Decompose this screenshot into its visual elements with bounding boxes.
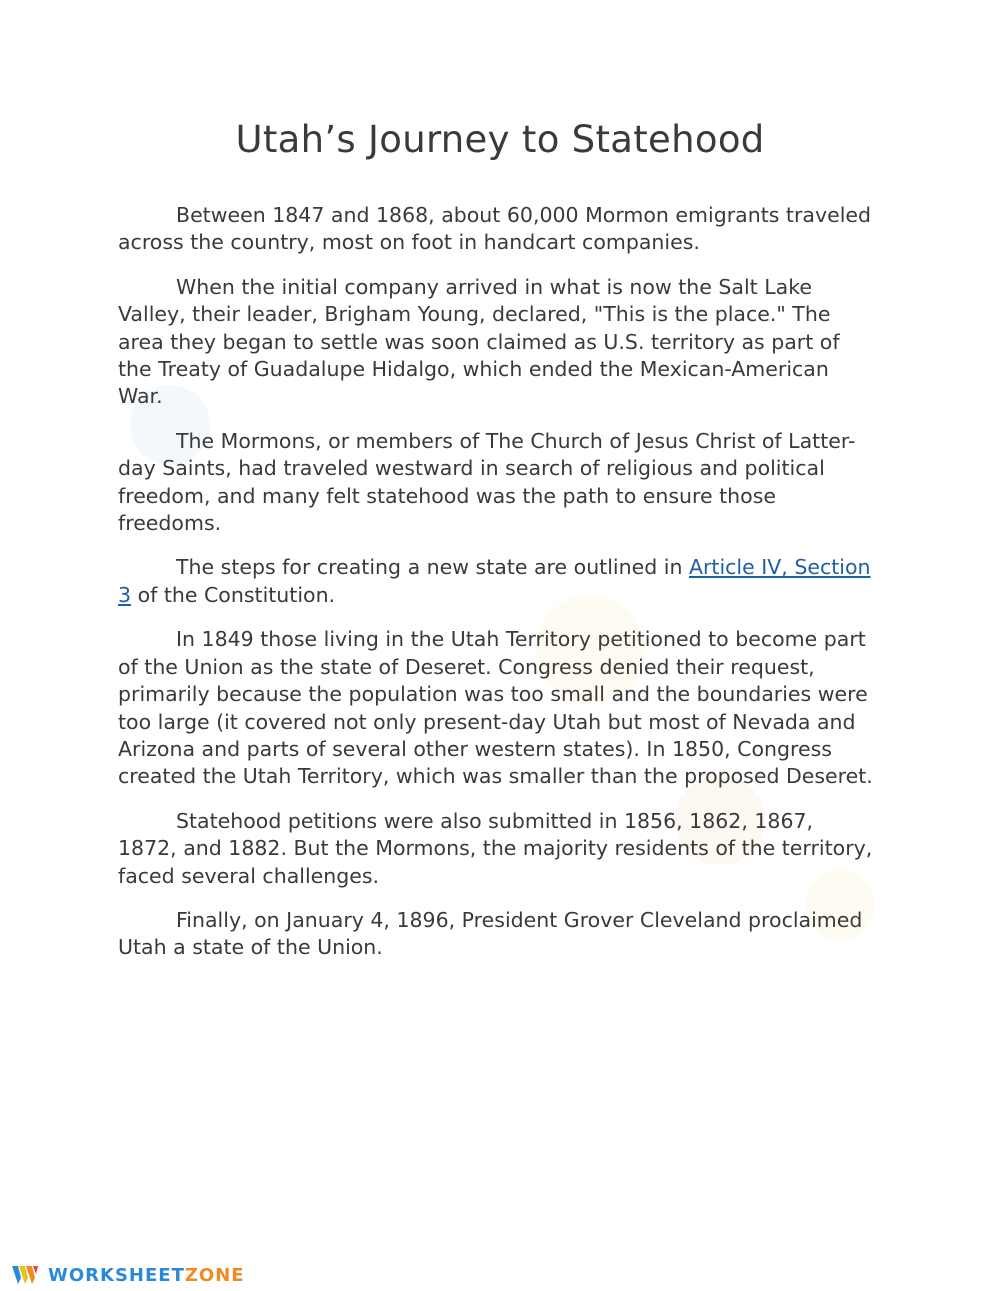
paragraph-6: Statehood petitions were also submitted in 1856, 1862, 1867, 1872, and 1882. But the Mormons, the majority residents of the territory, faced several challenges. bbox=[118, 808, 873, 888]
paragraph-3: The Mormons, or members of The Church of Jesus Christ of Latter-day Saints, had traveled westward in search of religious and political freedom, and many felt statehood was the path to ensure those freedoms. bbox=[118, 428, 856, 536]
brand-name bbox=[48, 1265, 245, 1286]
page-title: Utah’s Journey to Statehood bbox=[235, 118, 765, 161]
brand-name-part2: ZONE bbox=[184, 1264, 245, 1286]
constitution-article-link[interactable]: Article IV, Section 3 bbox=[118, 555, 871, 607]
paragraph-4-text-after: of the Constitution. bbox=[131, 582, 336, 607]
paragraph-7: Finally, on January 4, 1896, President Grover Cleveland proclaimed Utah a state of the Union. bbox=[118, 907, 863, 960]
paragraph-4 bbox=[118, 554, 878, 609]
paragraph-4-text-before: The steps for creating a new state are outlined in bbox=[176, 555, 689, 580]
worksheetzone-w-icon bbox=[12, 1264, 38, 1286]
paragraph-2: When the initial company arrived in what is now the Salt Lake Valley, their leader, Brigham Young, declared, "This is the place." The area they began to settle was soon claimed as U.S. territory as part of the Treaty of Guadalupe Hidalgo, which ended the Mexican-American War. bbox=[118, 274, 840, 409]
brand-name-part1: WORKSHEET bbox=[48, 1264, 185, 1286]
paragraph-5: In 1849 those living in the Utah Territory petitioned to become part of the Union as the state of Deseret. Congress denied their request, primarily because the population was too small and the boundaries were too large (it covered not only present-day Utah but most of Nevada and Arizona and parts of several other western states). In 1850, Congress created the Utah Territory, which was smaller than the proposed Deseret. bbox=[118, 627, 873, 789]
footer-brand[interactable] bbox=[12, 1262, 245, 1288]
article-body bbox=[118, 202, 878, 979]
paragraph-1: Between 1847 and 1868, about 60,000 Mormon emigrants traveled across the country, most on foot in handcart companies. bbox=[118, 203, 872, 255]
